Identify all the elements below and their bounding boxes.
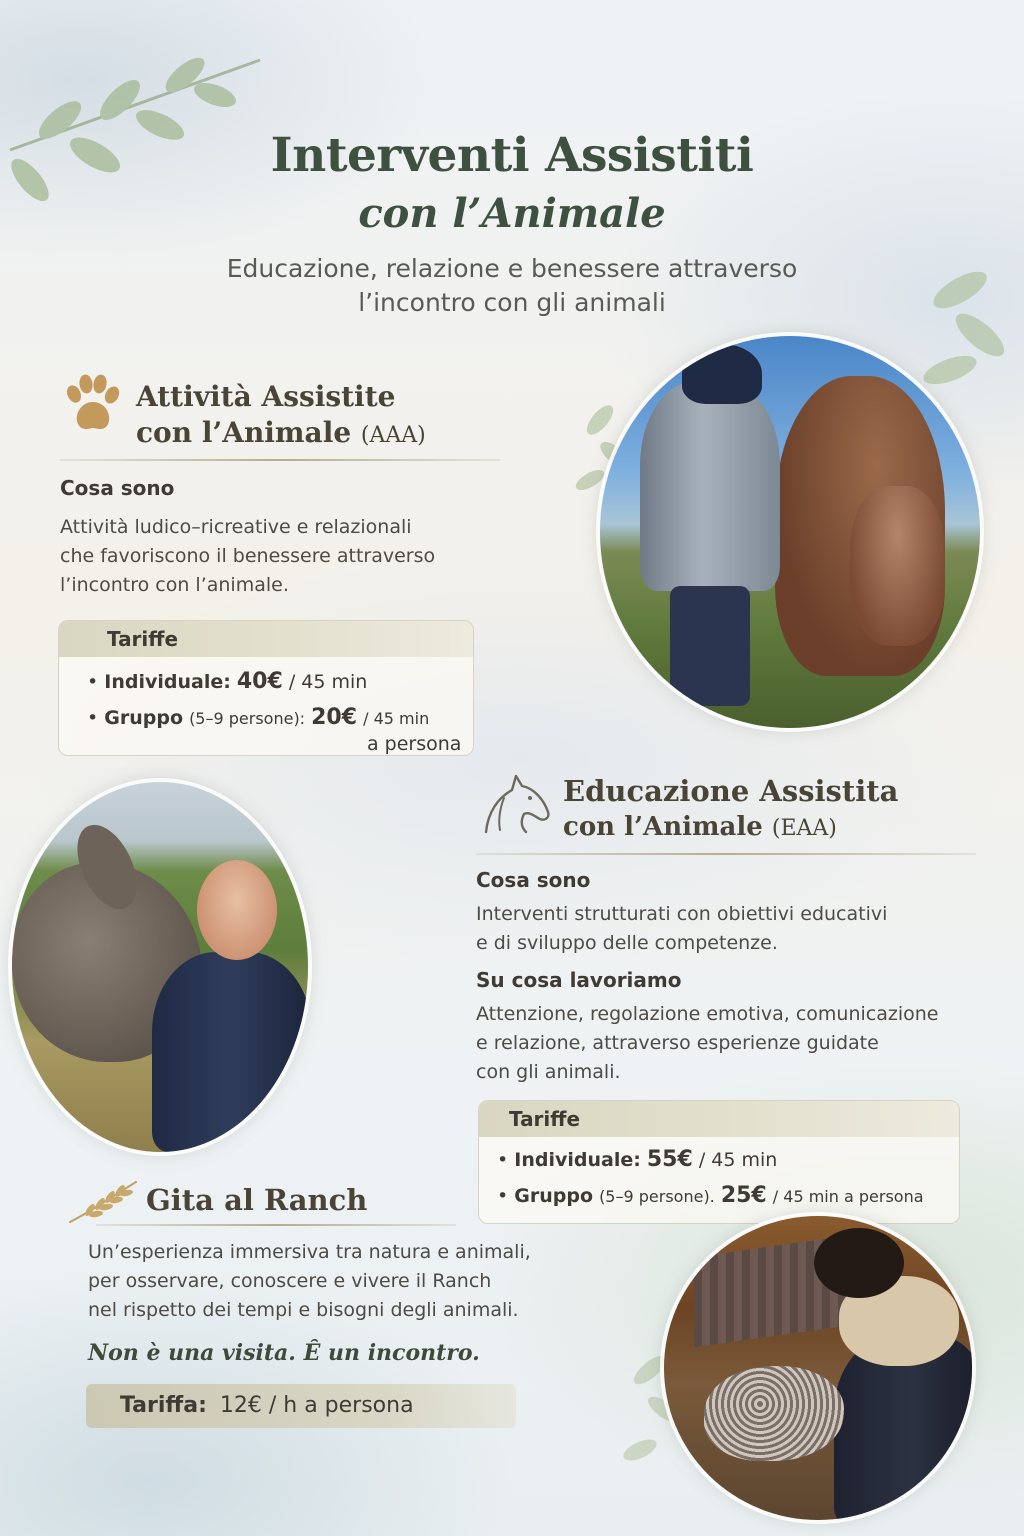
aaa-what-text bbox=[60, 513, 435, 600]
bullet: • bbox=[87, 671, 99, 693]
ranch-tariff-value: 12€ / h a persona bbox=[219, 1393, 414, 1418]
wheat-icon bbox=[66, 1176, 142, 1226]
eaa-group-detail: (5–9 persone). bbox=[599, 1187, 715, 1206]
donkey-photo bbox=[12, 782, 308, 1152]
man-face bbox=[197, 860, 277, 960]
eaa-what-line-1: Interventi strutturati con obiettivi educativi bbox=[476, 903, 888, 925]
eaa-work-text bbox=[476, 1000, 938, 1087]
ranch-line-3: nel rispetto dei tempi e bisogni degli animali. bbox=[88, 1299, 519, 1321]
aaa-divider bbox=[60, 459, 500, 461]
aaa-group-detail: (5–9 persone): bbox=[189, 709, 306, 728]
eaa-work-line-1: Attenzione, regolazione emotiva, comunicazione bbox=[476, 1003, 939, 1025]
ranch-line-2: per osservare, conoscere e vivere il Ranch bbox=[88, 1270, 492, 1292]
aaa-title-line2-text: con l’Animale bbox=[136, 416, 352, 449]
eaa-divider bbox=[476, 853, 976, 855]
eaa-title-line2 bbox=[563, 809, 898, 847]
aaa-individual-label: Individuale: bbox=[104, 671, 231, 693]
aaa-what-line-3: l’incontro con l’animale. bbox=[60, 574, 289, 596]
bullet: • bbox=[87, 707, 99, 729]
ranch-tariff-label: Tariffa: bbox=[120, 1393, 207, 1418]
boy-hair bbox=[814, 1228, 904, 1298]
aaa-group-unit2: a persona bbox=[367, 733, 462, 755]
eaa-title bbox=[563, 773, 898, 847]
aaa-what-label: Cosa sono bbox=[60, 476, 175, 500]
ranch-text bbox=[88, 1238, 531, 1325]
aaa-individual-unit: / 45 min bbox=[288, 671, 368, 693]
bullet: • bbox=[497, 1149, 509, 1171]
subtitle-line-2: l’incontro con gli animali bbox=[358, 288, 666, 317]
eaa-abbr: (EAA) bbox=[771, 816, 837, 841]
person-legs bbox=[670, 586, 750, 706]
eaa-individual-unit: / 45 min bbox=[698, 1149, 778, 1171]
eaa-tariff-label: Tariffe bbox=[479, 1101, 959, 1137]
ranch-tagline: Non è una visita. Ȇ un incontro. bbox=[88, 1340, 480, 1366]
aaa-what-line-2: che favoriscono il benessere attraverso bbox=[60, 545, 436, 567]
eaa-title-line2-text: con l’Animale bbox=[563, 812, 763, 842]
subtitle-line-1: Educazione, relazione e benessere attraverso bbox=[226, 254, 798, 283]
eaa-title-line1: Educazione Assistita bbox=[563, 774, 899, 808]
ranch-line-1: Un’esperienza immersiva tra natura e animali, bbox=[88, 1241, 531, 1263]
aaa-group-price: 20€ bbox=[311, 705, 358, 730]
eaa-what-label: Cosa sono bbox=[476, 868, 591, 892]
man-jacket bbox=[152, 952, 308, 1152]
ranch-tariff bbox=[86, 1384, 516, 1428]
aaa-tariff-label: Tariffe bbox=[59, 621, 473, 657]
eaa-work-line-2: e relazione, attraverso esperienze guidate bbox=[476, 1032, 879, 1054]
ranch-divider bbox=[96, 1224, 456, 1226]
eaa-group-label: Gruppo bbox=[514, 1185, 594, 1207]
aaa-title-line1: Attività Assistite bbox=[136, 380, 396, 413]
page-subtitle bbox=[100, 252, 924, 320]
aaa-group-label: Gruppo bbox=[104, 707, 184, 729]
pony-face bbox=[850, 486, 945, 646]
eaa-individual-price: 55€ bbox=[646, 1147, 693, 1172]
eaa-what-line-2: e di sviluppo delle competenze. bbox=[476, 932, 778, 954]
aaa-individual-price: 40€ bbox=[236, 669, 283, 694]
pony-photo bbox=[600, 336, 980, 728]
eaa-tariff-individual bbox=[497, 1147, 777, 1172]
chicken-body bbox=[704, 1366, 844, 1461]
eaa-group-unit: / 45 min a persona bbox=[772, 1187, 924, 1206]
ranch-title: Gita al Ranch bbox=[146, 1183, 368, 1217]
aaa-abbr: (AAA) bbox=[360, 423, 426, 448]
person-jacket bbox=[640, 381, 780, 591]
paw-icon bbox=[62, 372, 124, 436]
bullet: • bbox=[497, 1185, 509, 1207]
title-italic: con l’Animale bbox=[358, 190, 666, 237]
eaa-work-line-3: con gli animali. bbox=[476, 1061, 621, 1083]
eaa-work-label: Su cosa lavoriamo bbox=[476, 968, 682, 992]
aaa-tariff-box bbox=[58, 620, 474, 756]
eaa-individual-label: Individuale: bbox=[514, 1149, 641, 1171]
page-title-line2 bbox=[0, 190, 1024, 237]
page-title: Interventi Assistiti bbox=[270, 128, 754, 183]
chicken-photo bbox=[664, 1216, 972, 1520]
aaa-group-unit: / 45 min bbox=[363, 709, 430, 728]
eaa-group-price: 25€ bbox=[720, 1183, 767, 1208]
aaa-title-line2 bbox=[136, 415, 426, 454]
aaa-what-line-1: Attività ludico–ricreative e relazionali bbox=[60, 516, 412, 538]
aaa-tariff-group bbox=[87, 705, 429, 730]
person-hat bbox=[682, 344, 762, 404]
aaa-tariff-individual bbox=[87, 669, 367, 694]
aaa-title bbox=[136, 379, 426, 454]
eaa-tariff-box bbox=[478, 1100, 960, 1224]
horse-head-icon bbox=[478, 768, 554, 838]
eaa-what-text bbox=[476, 900, 887, 958]
eaa-tariff-group bbox=[497, 1183, 924, 1208]
